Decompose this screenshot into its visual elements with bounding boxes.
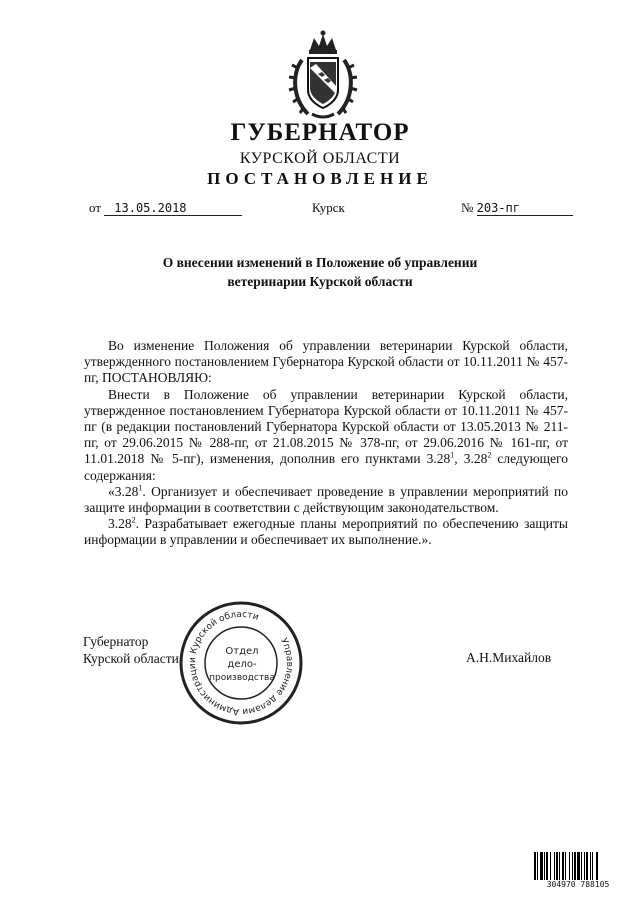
document-subject bbox=[0, 253, 640, 291]
number-value: 203-пг bbox=[477, 202, 573, 216]
subject-line-2: ветеринарии Курской области bbox=[227, 274, 413, 289]
issuer-subtitle: КУРСКОЙ ОБЛАСТИ bbox=[239, 150, 401, 167]
document-body bbox=[84, 338, 568, 549]
stamp-ring-text: Управление делами Администрации Курской области bbox=[187, 609, 295, 717]
paragraph-amendment: Внести в Положение об управлении ветеринарии Курской области, утвержденное постановлением Губернатора Курской области от 10.11.2011 № 457-пг (в редакции постановлений Губернатора Курской области от 13.05.2013 № 211-пг, от 29.06.2015 № 288-пг, от 21.08.2015 № 378-пг, от 29.06.2016 № 161-пг, от 11.01.2018 № 5-пг), изменения, дополнив его пунктами 3.28$^1$, 3.28$^2$ следующего содержания: bbox=[84, 386, 569, 483]
paragraph-clause-2: 3.28$^2$. Разрабатывает ежегодные планы мероприятий по обеспечению защиты информации в управлении и обеспечивает их выполнение.». bbox=[84, 515, 568, 548]
date-prefix: от bbox=[89, 200, 102, 215]
stamp-line-2: дело- bbox=[227, 659, 257, 670]
coat-of-arms-icon bbox=[288, 28, 358, 124]
document-type: ПОСТАНОВЛЕНИЕ bbox=[207, 169, 433, 188]
signatory-name: А.Н.Михайлов bbox=[466, 650, 552, 665]
office-stamp bbox=[176, 598, 306, 728]
number-prefix: № bbox=[461, 200, 474, 215]
position-line-1: Губернатор bbox=[83, 634, 149, 649]
number-field bbox=[461, 200, 573, 216]
date-field bbox=[89, 200, 242, 216]
paragraph-clause-1: «3.28$^1$. Организует и обеспечивает проведение в управлении мероприятий по защите информации в соответствии с действующим законодательством. bbox=[84, 483, 568, 516]
subject-line-1: О внесении изменений в Положение об управлении bbox=[162, 255, 478, 270]
stamp-line-3: производства bbox=[209, 673, 275, 683]
date-value: 13.05.2018 bbox=[104, 202, 242, 216]
barcode-number: 304970 788105 bbox=[533, 880, 623, 889]
position-line-2: Курской области bbox=[83, 651, 179, 666]
issuer-title: ГУБЕРНАТОР bbox=[230, 119, 410, 146]
stamp-line-1: Отдел bbox=[225, 646, 259, 657]
city: Курск bbox=[312, 200, 345, 215]
paragraph-preamble: Во изменение Положения об управлении ветеринарии Курской области, утвержденного постановлением Губернатора Курской области от 10.11.2011 № 457-пг, ПОСТАНОВЛЯЮ: bbox=[84, 338, 568, 386]
signatory-position bbox=[83, 633, 179, 667]
